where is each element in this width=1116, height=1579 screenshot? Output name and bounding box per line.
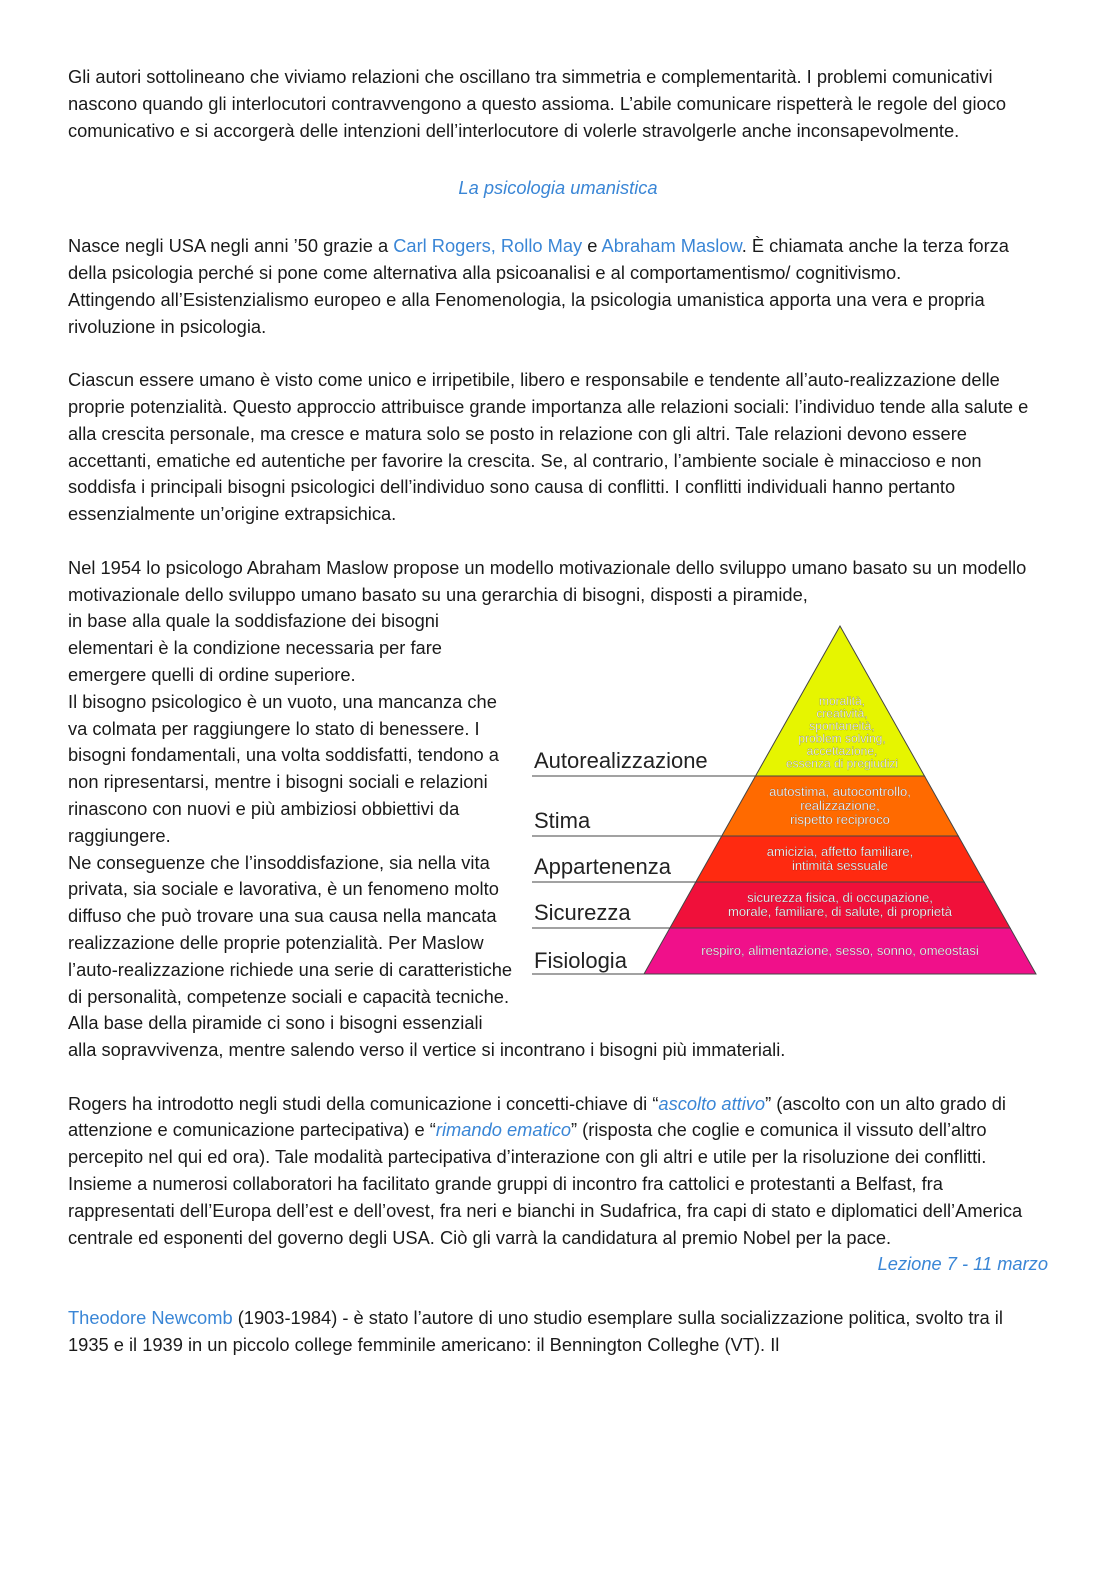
- pyramid-need-text: creatività,: [816, 706, 868, 721]
- paragraph-encounter-groups: Insieme a numerosi collaboratori ha facilitato grande gruppi di incontro fra cattolici e protestanti a Belfast, fra rappresentati dell’Europa dell’est e dell’ovest, fra neri e bianchi in Sudafrica, fra capi di stato e diplomatici dell’America centrale ed esponenti del governo degli USA. Ciò gli varrà la candidatura al premio Nobel per la pace.: [68, 1173, 1023, 1248]
- pyramid-need-text: moralità,: [818, 694, 866, 709]
- pyramid-label: Appartenenza: [534, 854, 671, 880]
- author-newcomb: Theodore Newcomb: [68, 1307, 233, 1329]
- pyramid-need-text: problem solving,: [798, 731, 886, 746]
- maslow-intro-text: Nel 1954 lo psicologo Abraham Maslow propose un modello motivazionale dello sviluppo umano basato su un modello motivazionale dello sviluppo umano basato su una gerarchia di bisogni, disposti a piramide,: [68, 556, 1027, 605]
- lesson-marker: Lezione 7 - 11 marzo: [877, 1253, 1048, 1275]
- pyramid-need-text: spontaneità,: [809, 719, 875, 734]
- paragraph-origins: [68, 233, 1048, 287]
- term-empathic-feedback: rimando ematico: [435, 1119, 572, 1141]
- pyramid-need-text: autostima, autocontrollo,: [769, 784, 911, 800]
- author-maslow: Abraham Maslow: [601, 235, 742, 257]
- pyramid-need-text: accettazione,: [806, 744, 878, 759]
- pyramid-need-text: rispetto reciproco: [790, 812, 890, 828]
- paragraph-maslow-intro: [68, 555, 1048, 609]
- pyramid-label: Stima: [534, 808, 591, 834]
- paragraph-dissatisfaction: Ne conseguenze che l’insoddisfazione, sia nella vita privata, sia sociale e lavorativa, è un fenomeno molto diffuso che può trovare una sua causa nella mancata realizzazione delle proprie potenzialità. Per Maslow l’auto-realizzazione richiede una serie di caratteristiche di personalità, competenze sociali e capacità tecniche. Alla base della piramide ci sono i bisogni essenziali alla sopravvivenza, mentre salendo verso il vertice si incontrano i bisogni più immateriali.: [68, 851, 786, 1061]
- paragraph-existentialism: Attingendo all’Esistenzialismo europeo e alla Fenomenologia, la psicologia umanistica apporta una vera e propria rivoluzione in psicologia.: [68, 288, 985, 337]
- pyramid-section: [68, 555, 1048, 1359]
- paragraph-newcomb: [68, 1305, 1048, 1359]
- text-span: . È chiamata anche la terza forza della psicologia perché si pone come alternativa alla psicoanalisi e al comportamentismo/ cognitivismo.: [68, 235, 1009, 283]
- document-page: [68, 64, 1048, 1359]
- pyramid-need-text: essenza di pregiudizi: [785, 756, 899, 771]
- text-span: ” (risposta che coglie e comunica il vissuto dell’altro percepito nel qui ed ora). Tale modalità partecipativa d’interazione con gli altri e utile per la risoluzione dei conflitti.: [68, 1119, 987, 1168]
- paragraph-rogers-concepts: [68, 1091, 1048, 1171]
- text-span: Rogers ha introdotto negli studi della comunicazione i concetti-chiave di “: [68, 1092, 659, 1114]
- pyramid-need-text: respiro, alimentazione, sesso, sonno, omeostasi: [701, 943, 979, 959]
- pyramid-text-wrap: [68, 608, 1048, 1064]
- maslow-pyramid: [528, 616, 1058, 1016]
- pyramid-need-text: intimità sessuale: [791, 858, 889, 874]
- pyramid-label: Autorealizzazione: [534, 748, 708, 774]
- paragraph-human-being: Ciascun essere umano è visto come unico e irripetibile, libero e responsabile e tendente all’auto-realizzazione delle proprie potenzialità. Questo approccio attribuisce grande importanza alle relazioni sociali: l’individuo tende alla salute e alla crescita personale, ma cresce e matura solo se posto in relazione con gli altri. Tale relazioni devono essere accettanti, ematiche ed autentiche per favorire la crescita. Se, al contrario, l’ambiente sociale è minaccioso e non soddisfa i principali bisogni psicologici dell’individuo sono causa di conflitti. I conflitti individuali hanno pertanto essenzialmente un’origine extrapsichica.: [68, 369, 1029, 525]
- paragraph-need-void: Il bisogno psicologico è un vuoto, una mancanza che va colmata per raggiungere lo stato di benessere. I bisogni fondamentali, una volta soddisfatti, tendono a non ripresentarsi, mentre i bisogni sociali e relazioni rinascono con nuovi e più ambiziosi obbiettivi da raggiungere.: [68, 690, 499, 846]
- pyramid-need-text: sicurezza fisica, di occupazione,: [747, 890, 933, 906]
- text-span: ” (ascolto con un alto grado di attenzione e comunicazione partecipativa) e “: [68, 1092, 1006, 1141]
- paragraph-relations: Gli autori sottolineano che viviamo relazioni che oscillano tra simmetria e complementarità. I problemi comunicativi nascono quando gli interlocutori contravvengono a questo assioma. L’abile comunicare rispetterà le regole del gioco comunicativo e si accorgerà delle intenzioni dell’interlocutore di volerle stravolgerle anche inconsapevolmente.: [68, 66, 1007, 141]
- section-heading: La psicologia umanistica: [458, 177, 658, 199]
- pyramid-need-text: amicizia, affetto familiare,: [766, 844, 914, 860]
- text-span: e: [582, 235, 602, 257]
- paragraph-maslow-base: in base alla quale la soddisfazione dei bisogni elementari è la condizione necessaria per fare emergere quelli di ordine superiore.: [68, 610, 442, 685]
- text-span: Nasce negli USA negli anni ’50 grazie a: [68, 235, 394, 257]
- maslow-pyramid-figure: [528, 616, 1058, 1016]
- pyramid-label: Sicurezza: [534, 900, 631, 926]
- author-names: Carl Rogers, Rollo May: [393, 235, 583, 257]
- pyramid-label: Fisiologia: [534, 948, 627, 974]
- text-span: (1903-1984) - è stato l’autore di uno studio esemplare sulla socializzazione politica, svolto tra il 1935 e il 1939 in un piccolo college femminile americano: il Bennington Colleghe (VT). Il: [68, 1307, 1003, 1355]
- pyramid-need-text: morale, familiare, di salute, di proprietà: [728, 904, 952, 920]
- term-active-listening: ascolto attivo: [658, 1092, 766, 1114]
- pyramid-need-text: realizzazione,: [800, 798, 880, 814]
